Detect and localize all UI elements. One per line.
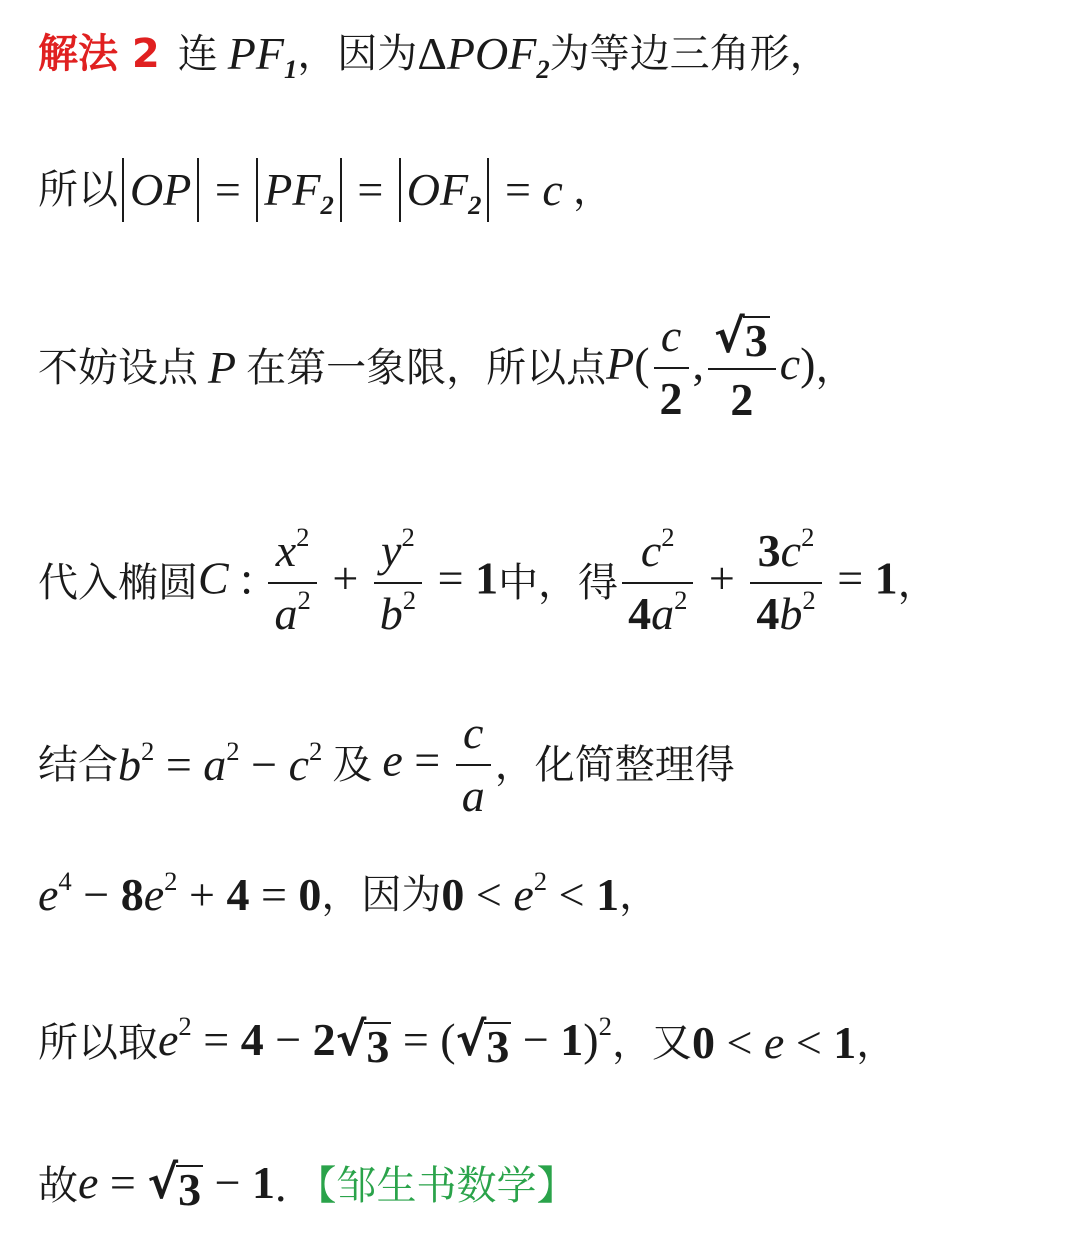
solution-label: 解法 2 bbox=[38, 31, 160, 77]
formula-substituted: $\frac{c^2}{4a^2}$ + $\frac{3c^2}{4b^2}$ = 1 bbox=[618, 525, 898, 641]
formula-triangle-pof2: $\Delta POF_2$ bbox=[417, 28, 550, 85]
formula-range-e2: $0 < e^2 < 1$ bbox=[441, 866, 620, 920]
formula-equal-lengths: OP = $PF_2 = OF_2 = c$ bbox=[118, 158, 563, 222]
watermark: 【邹生书数学】 bbox=[296, 1162, 577, 1209]
formula-e-squared-value: $e^2 = 4 - 2$ √ 3 = ( √ 3 − 1)$^2$ bbox=[158, 1010, 612, 1072]
formula-final-answer: e = √ 3 − 1 bbox=[78, 1154, 276, 1215]
formula-eccentricity: e = $\frac{c}{a}$ bbox=[382, 707, 494, 823]
formula-pf1: $PF_1$ bbox=[227, 28, 298, 85]
line-2: 所以 OP = $PF_2 = OF_2 = c$ ， bbox=[38, 150, 1060, 230]
formula-ellipse: C : $\frac{x^2}{a^2}$ + $\frac{y^2}{b^2}$ = 1 bbox=[198, 522, 499, 639]
formula-range-e: 0 < e < 1 bbox=[691, 1016, 857, 1068]
formula-quartic: $e^4 - 8e^2 + 4 = 0$ bbox=[38, 866, 322, 920]
line-1: 解法 2 连 $PF_1$ ，因为 $\Delta POF_2$ 为等边三角形， bbox=[38, 28, 830, 85]
line-3: 不妨设点 P 在第一象限，所以点 P( $\frac{c}{2}$ , √ 3 2 c) ， bbox=[38, 308, 856, 425]
formula-point-coords: P( $\frac{c}{2}$ , √ 3 2 c) bbox=[606, 308, 816, 425]
line-7: 所以取 $e^2 = 4 - 2$ √ 3 = ( √ 3 − 1)$^2$ ，又 0 < e < 1 ， bbox=[38, 1010, 897, 1072]
formula-point-p: P bbox=[208, 342, 237, 393]
line-6: $e^4 - 8e^2 + 4 = 0$ ，因为 $0 < e^2 < 1$ ， bbox=[38, 866, 660, 920]
line-5: 结合 $b^2 = a^2 - c^2$ 及 e = $\frac{c}{a}$ ，化简整理得 bbox=[38, 707, 735, 821]
line-8: 故 e = √ 3 − 1 . 【邹生书数学】 bbox=[38, 1154, 577, 1215]
line-4: 代入椭圆 C : $\frac{x^2}{a^2}$ + $\frac{y^2}{b^2}$ = 1 中，得 $\frac{c^2}{4a^2}$ + $\frac{3c^2}{4b^2}$ = 1 ， bbox=[38, 522, 938, 639]
formula-b-squared: $b^2 = a^2 - c^2$ bbox=[118, 736, 323, 790]
